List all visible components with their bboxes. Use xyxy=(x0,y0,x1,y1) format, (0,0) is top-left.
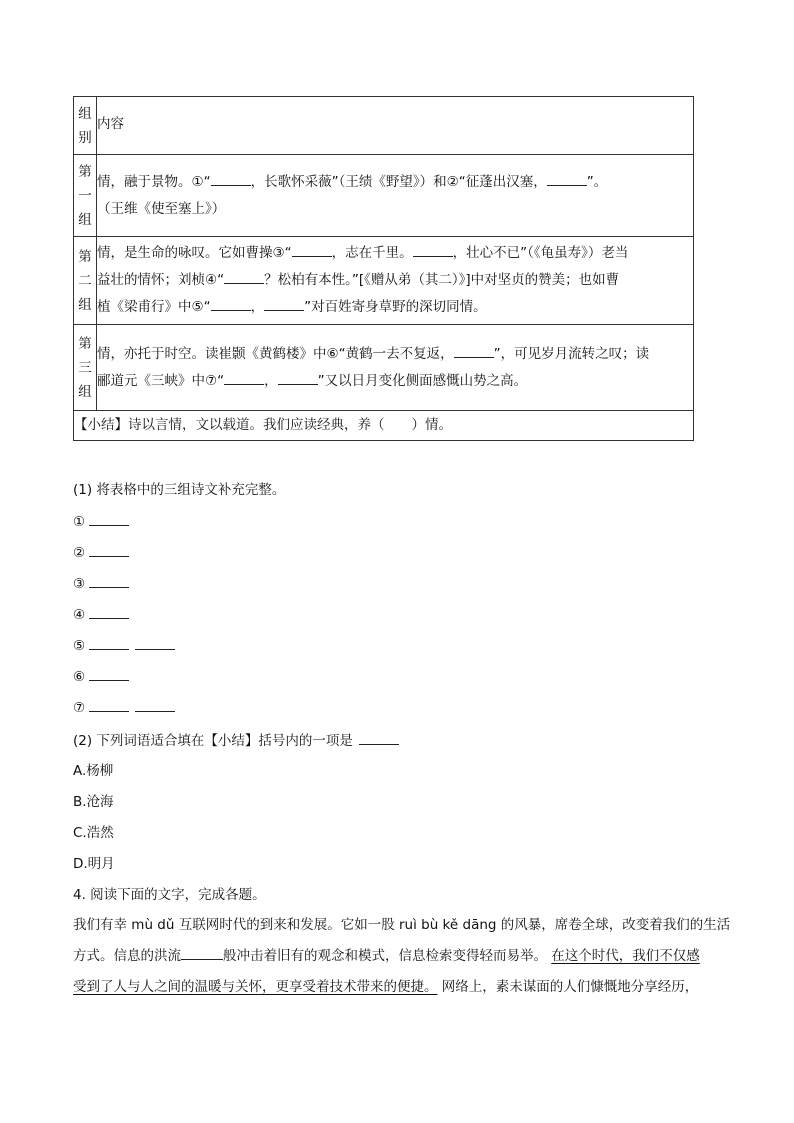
content-header: 内容 xyxy=(97,97,694,155)
text: 般冲击着旧有的观念和模式，信息检索变得轻而易举。 xyxy=(223,948,547,964)
text: ，壮心不已”（《龟虽寿》）老当 xyxy=(452,245,629,261)
text: ”，可见岁月流转之叹；读 xyxy=(493,345,650,362)
underlined-sentence: 受到了人与人之间的温暖与关怀，更享受着技术带来的便捷。 xyxy=(73,979,438,995)
answer-blank[interactable] xyxy=(359,730,399,745)
group-row-2 xyxy=(74,237,694,325)
poem-table xyxy=(73,96,694,441)
group-label-2 xyxy=(74,237,97,325)
answer-line-7 xyxy=(73,697,175,718)
group-row-3 xyxy=(74,325,694,411)
answer-blank[interactable] xyxy=(89,635,129,650)
fill-blank-passage[interactable] xyxy=(181,946,223,961)
text: ， xyxy=(264,372,278,389)
text: 郦道元《三峡》中⑦“ xyxy=(97,372,225,389)
option-d[interactable]: D.明月 xyxy=(73,856,115,872)
question-1: (1) 将表格中的三组诗文补充完整。 xyxy=(73,482,286,498)
option-b[interactable]: B.沧海 xyxy=(73,794,114,810)
answer-number: ⑦ xyxy=(73,700,86,716)
answer-blank[interactable] xyxy=(89,511,129,526)
question-2-text: (2) 下列词语适合填在【小结】括号内的一项是 xyxy=(73,733,353,749)
summary-row xyxy=(74,411,694,441)
fill-blank-4[interactable] xyxy=(224,270,264,285)
passage-line-2 xyxy=(73,941,723,972)
label-char: 组 xyxy=(78,211,92,228)
group-content-2 xyxy=(97,237,694,325)
content-line xyxy=(97,341,693,368)
fill-blank-3b[interactable] xyxy=(413,243,453,258)
content-line: （王维《使至塞上》） xyxy=(97,200,226,217)
text: 情，融于景物。①“ xyxy=(97,173,211,190)
fill-blank-7a[interactable] xyxy=(224,370,264,385)
text: 植《梁甫行》中⑤“ xyxy=(97,299,211,315)
fill-blank-5b[interactable] xyxy=(264,297,304,312)
group-header-label xyxy=(74,97,97,155)
answer-blank[interactable] xyxy=(135,635,175,650)
answer-line-5 xyxy=(73,635,175,656)
text: ？松柏有本性。”[《赠从弟（其二）》]中对坚贞的赞美；也如曹 xyxy=(264,272,620,288)
passage-line-3 xyxy=(73,972,723,1003)
text: 网络上，素未谋面的人们慷慨地分享经历， xyxy=(441,979,699,995)
fill-blank-3a[interactable] xyxy=(292,243,332,258)
text: 方式。信息的洪流 xyxy=(73,948,181,964)
fill-blank-6[interactable] xyxy=(454,343,494,358)
fill-blank-1[interactable] xyxy=(211,171,251,186)
answer-line-2 xyxy=(73,542,129,563)
answer-blank[interactable] xyxy=(89,604,129,619)
answer-blank[interactable] xyxy=(89,697,129,712)
option-c[interactable]: C.浩然 xyxy=(73,825,114,841)
answer-line-1 xyxy=(73,511,129,532)
table-header-row xyxy=(74,97,694,155)
label-char: 组 xyxy=(78,105,92,122)
summary-text: 【小结】诗以言情，文以载道。我们应读经典，养（ ）情。 xyxy=(74,411,694,441)
content-line xyxy=(97,240,693,267)
answer-blank[interactable] xyxy=(89,542,129,557)
label-char: 一 xyxy=(78,187,92,204)
answer-line-3 xyxy=(73,573,129,594)
group-label-1 xyxy=(74,155,97,237)
text: ”对百姓寄身草野的深切同情。 xyxy=(304,299,487,315)
answer-number: ⑤ xyxy=(73,638,86,654)
underlined-sentence: 在这个时代，我们不仅感 xyxy=(551,948,700,964)
label-char: 第 xyxy=(78,248,92,265)
answer-number: ⑥ xyxy=(73,669,86,685)
answer-number: ② xyxy=(73,545,86,561)
label-char: 组 xyxy=(78,296,92,313)
passage-line-1: 我们有幸 mù dǔ 互联网时代的到来和发展。它如一股 ruì bù kě dāng 的风暴，席卷全球，改变着我们的生活 xyxy=(73,917,731,933)
content-line xyxy=(97,267,693,294)
text: 益壮的情怀；刘桢④“ xyxy=(97,272,225,288)
answer-blank[interactable] xyxy=(89,573,129,588)
text: ”。 xyxy=(586,173,608,190)
content-line xyxy=(97,294,693,321)
group-content-1 xyxy=(97,155,694,237)
answer-blank[interactable] xyxy=(135,697,175,712)
content-line xyxy=(97,368,693,395)
group-content-3 xyxy=(97,325,694,411)
answer-number: ④ xyxy=(73,607,86,623)
text: ，长歌怀采薇”（王绩《野望》）和②“征蓬出汉塞， xyxy=(250,173,547,190)
answer-number: ① xyxy=(73,514,86,530)
fill-blank-2[interactable] xyxy=(547,171,587,186)
label-char: 三 xyxy=(78,359,92,376)
option-a[interactable]: A.杨柳 xyxy=(73,763,114,779)
text: ， xyxy=(250,299,265,315)
label-char: 二 xyxy=(78,272,92,289)
group-label-3 xyxy=(74,325,97,411)
text: ，志在千里。 xyxy=(331,245,413,261)
answer-line-4 xyxy=(73,604,129,625)
label-char: 组 xyxy=(78,383,92,400)
answer-blank[interactable] xyxy=(89,666,129,681)
question-4: 4. 阅读下面的文字，完成各题。 xyxy=(73,887,266,903)
text: 情，亦托于时空。读崔颢《黄鹤楼》中⑥“黄鹤一去不复返， xyxy=(97,345,454,362)
fill-blank-5a[interactable] xyxy=(211,297,251,312)
answer-line-6 xyxy=(73,666,129,687)
answer-number: ③ xyxy=(73,576,86,592)
text: 情，是生命的咏叹。它如曹操③“ xyxy=(97,245,292,261)
label-char: 别 xyxy=(78,129,92,146)
label-char: 第 xyxy=(78,335,92,352)
reading-passage xyxy=(73,910,731,1003)
content-line xyxy=(97,169,693,196)
group-row-1 xyxy=(74,155,694,237)
fill-blank-7b[interactable] xyxy=(278,370,318,385)
text: ”又以日月变化侧面感慨山势之高。 xyxy=(317,372,528,389)
question-2 xyxy=(73,730,399,751)
label-char: 第 xyxy=(78,163,92,180)
